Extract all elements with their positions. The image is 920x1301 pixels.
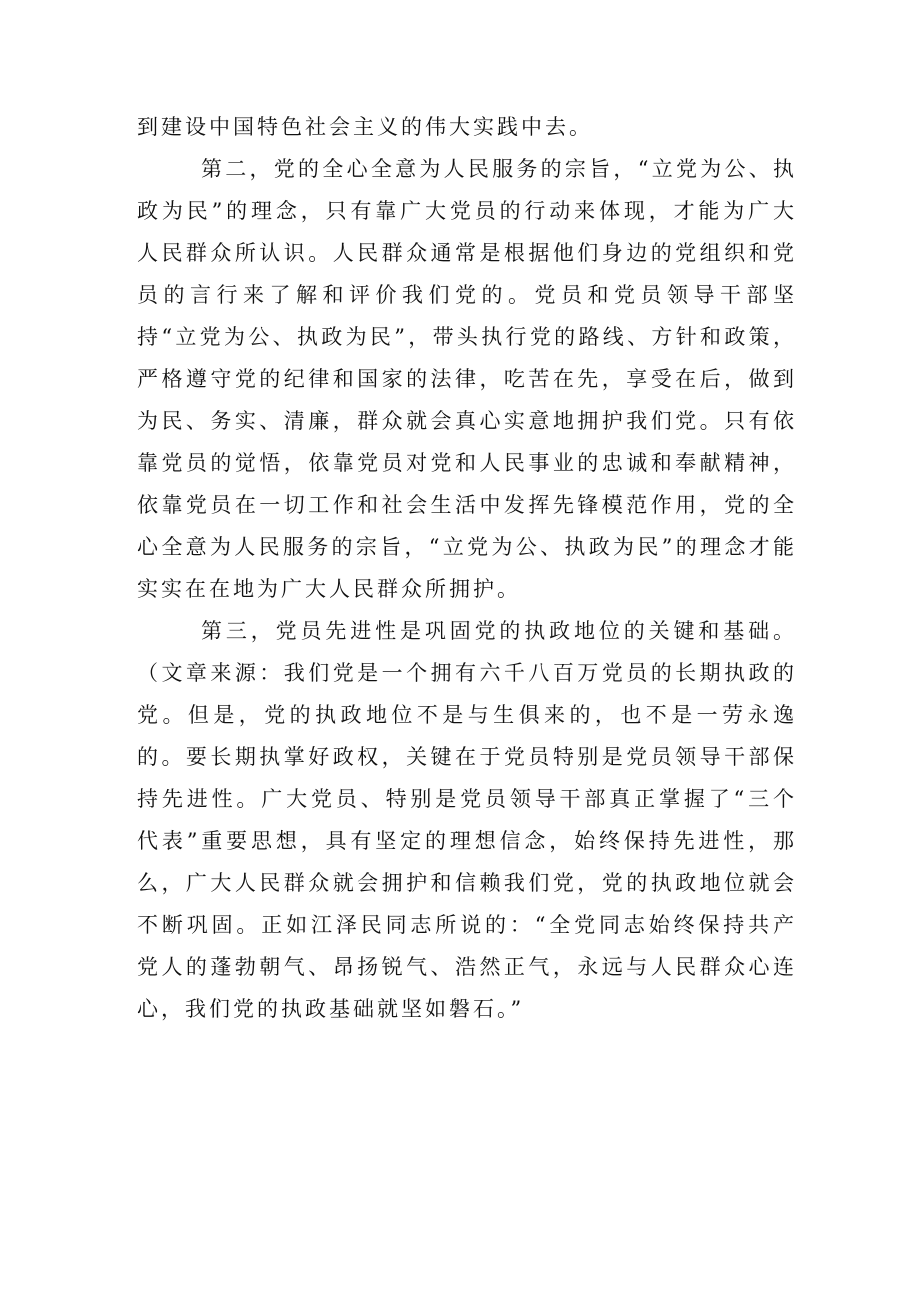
paragraph-continuation: 到建设中国特色社会主义的伟大实践中去。 bbox=[137, 115, 593, 139]
paragraph-third: 第三，党员先进性是巩固党的执政地位的关键和基础。（文章来源：我们党是一个拥有六千八百万党员的长期执政的党。但是，党的执政地位不是与生俱来的，也不是一劳永逸的。要长期执掌好政权，关键在于党员特别是党员领导干部保持先进性。广大党员、特别是党员领导干部真正掌握了“三个代表”重要思想，具有坚定的理想信念，始终保持先进性，那么，广大人民群众就会拥护和信赖我们党，党的执政地位就会不断巩固。正如江泽民同志所说的：“全党同志始终保持共产党人的蓬勃朝气、昂扬锐气、浩然正气，永远与人民群众心连心，我们党的执政基础就坚如磐石。” bbox=[137, 619, 797, 1021]
document-body bbox=[137, 106, 797, 1030]
paragraph-second: 第二，党的全心全意为人民服务的宗旨，“立党为公、执政为民”的理念，只有靠广大党员的行动来体现，才能为广大人民群众所认识。人民群众通常是根据他们身边的党组织和党员的言行来了解和评价我们党的。党员和党员领导干部坚持“立党为公、执政为民”，带头执行党的路线、方针和政策，严格遵守党的纪律和国家的法律，吃苦在先，享受在后，做到为民、务实、清廉，群众就会真心实意地拥护我们党。只有依靠党员的觉悟，依靠党员对党和人民事业的忠诚和奉献精神，依靠党员在一切工作和社会生活中发挥先锋模范作用，党的全心全意为人民服务的宗旨，“立党为公、执政为民”的理念才能实实在在地为广大人民群众所拥护。 bbox=[137, 157, 797, 601]
